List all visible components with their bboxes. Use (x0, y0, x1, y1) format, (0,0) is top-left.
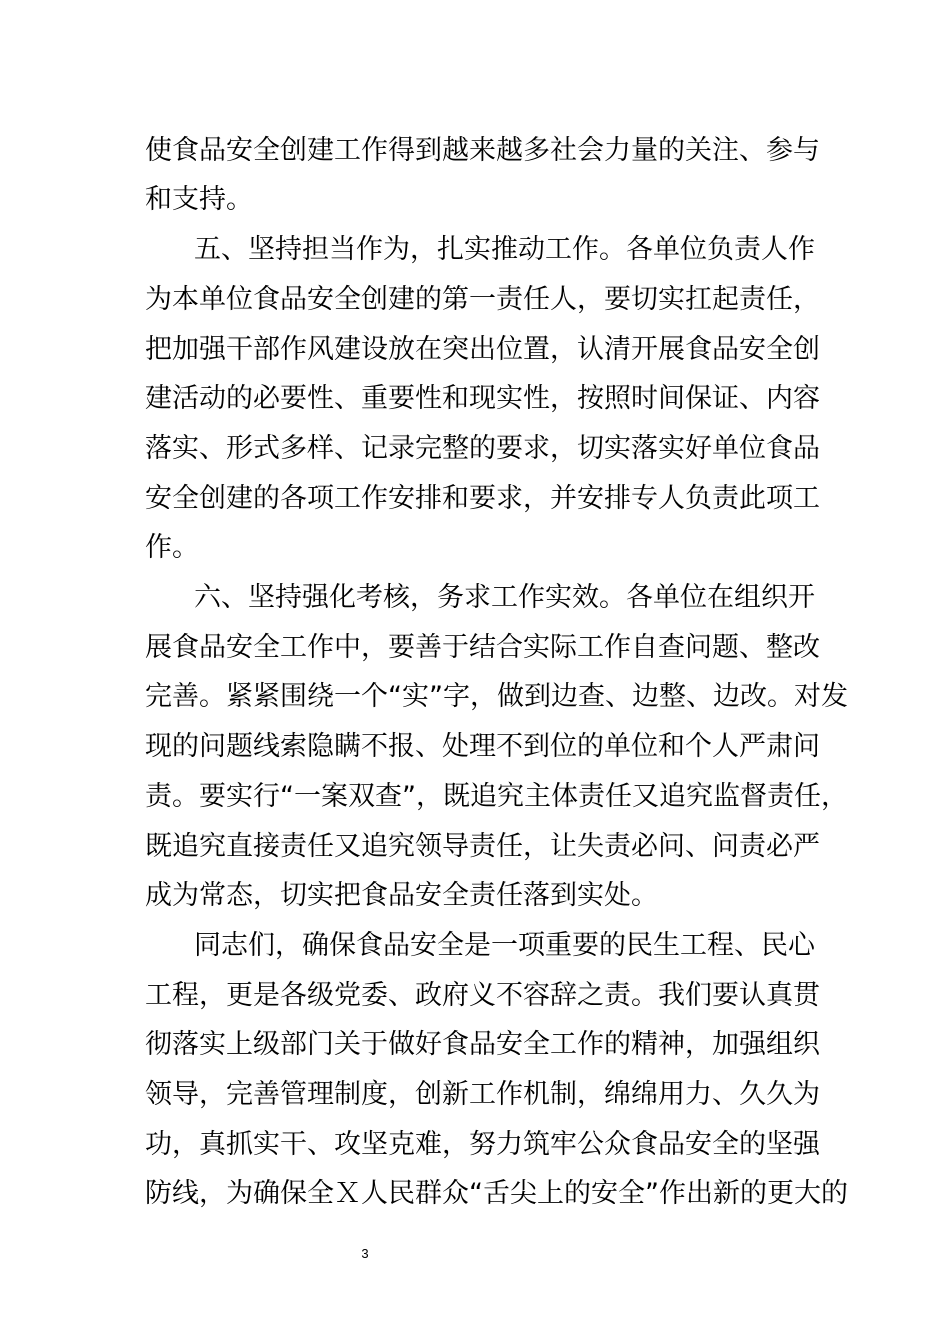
text-line: 防线，为确保全Ｘ人民群众“舌尖上的安全”作出新的更大的 (145, 1178, 848, 1209)
text-line: 责。要实行“一案双查”，既追究主体责任又追究监督责任， (145, 781, 848, 812)
text-line: 使食品安全创建工作得到越来越多社会力量的关注、参与 (145, 135, 820, 166)
text-line: 工程，更是各级党委、政府义不容辞之责。我们要认真贯 (145, 980, 820, 1011)
text-line: 作。 (145, 532, 199, 563)
text-line: 既追究直接责任又追究领导责任，让失责必问、问责必严 (145, 831, 820, 862)
page-number: 3 (361, 1246, 369, 1261)
text-line: 建活动的必要性、重要性和现实性，按照时间保证、内容 (145, 383, 820, 414)
text-line: 完善。紧紧围绕一个“实”字，做到边查、边整、边改。对发 (145, 681, 848, 712)
text-line: 安全创建的各项工作安排和要求，并安排专人负责此项工 (145, 483, 820, 514)
text-line: 落实、形式多样、记录完整的要求，切实落实好单位食品 (145, 433, 820, 464)
text-line: 和支持。 (145, 184, 253, 215)
paragraph-start-line: 六、坚持强化考核，务求工作实效。各单位在组织开 (194, 582, 815, 613)
text-line: 彻落实上级部门关于做好食品安全工作的精神，加强组织 (145, 1029, 820, 1060)
text-line: 展食品安全工作中，要善于结合实际工作自查问题、整改 (145, 632, 820, 663)
text-line: 功，真抓实干、攻坚克难，努力筑牢公众食品安全的坚强 (145, 1129, 820, 1160)
paragraph-start-line: 同志们，确保食品安全是一项重要的民生工程、民心 (194, 930, 815, 961)
text-line: 现的问题线索隐瞒不报、处理不到位的单位和个人严肃问 (145, 731, 820, 762)
text-line: 为本单位食品安全创建的第一责任人，要切实扛起责任， (145, 284, 820, 315)
text-line: 把加强干部作风建设放在突出位置，认清开展食品安全创 (145, 334, 820, 365)
text-line: 成为常态，切实把食品安全责任落到实处。 (145, 880, 658, 911)
text-line: 领导，完善管理制度，创新工作机制，绵绵用力、久久为 (145, 1079, 820, 1110)
paragraph-start-line: 五、坚持担当作为，扎实推动工作。各单位负责人作 (194, 234, 815, 265)
